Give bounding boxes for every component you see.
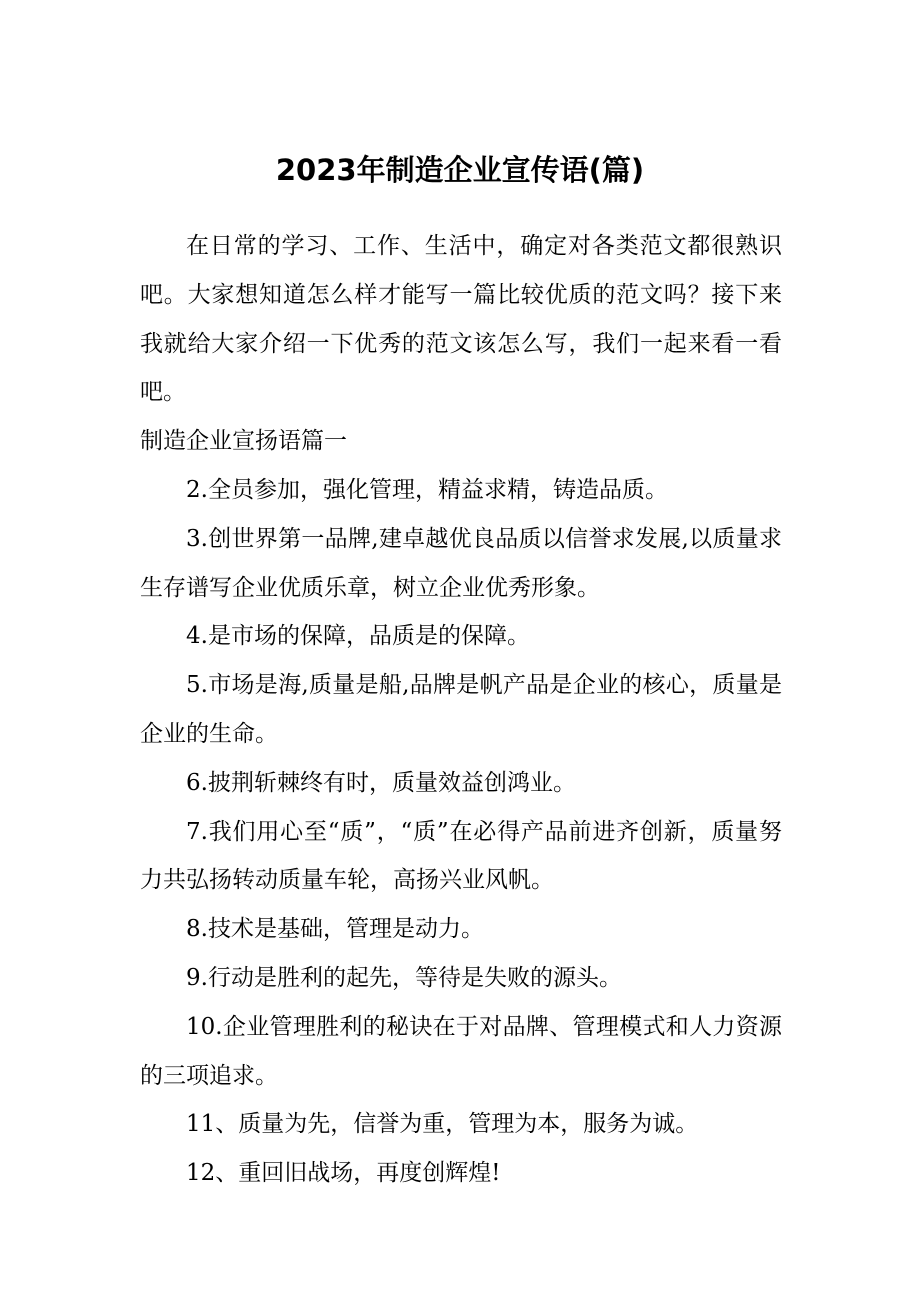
slogan-item-7: 7.我们用心至“质”，“质”在必得产品前进齐创新，质量努力共弘扬转动质量车轮，高扬兴业风帆。: [140, 818, 782, 894]
slogan-item-11: 11、质量为先，信誉为重，管理为本，服务为诚。: [186, 1111, 699, 1138]
document-body: [140, 222, 782, 1198]
slogan-item-6: 6.披荆斩棘终有时，质量效益创鸿业。: [186, 769, 576, 796]
slogan-item-10: 10.企业管理胜利的秘诀在于对品牌、管理模式和人力资源的三项追求。: [140, 1013, 782, 1089]
document-title: 2023年制造企业宣传语(篇): [275, 153, 645, 187]
slogan-item-8: 8.技术是基础，管理是动力。: [186, 916, 484, 943]
slogan-item-5: 5.市场是海,质量是船,品牌是帆产品是企业的核心，质量是企业的生命。: [140, 672, 782, 747]
section-heading: 制造企业宣扬语篇一: [140, 428, 347, 455]
slogan-item-3: 3.创世界第一品牌,建卓越优良品质以信誉求发展,以质量求生存谱写企业优质乐章，树立企业优秀形象。: [140, 525, 782, 601]
slogan-item-2: 2.全员参加，强化管理，精益求精，铸造品质。: [186, 476, 668, 503]
intro-paragraph: 在日常的学习、工作、生活中，确定对各类范文都很熟识吧。大家想知道怎么样才能写一篇比较优质的范文吗？接下来我就给大家介绍一下优秀的范文该怎么写，我们一起来看一看吧。: [140, 233, 782, 406]
slogan-item-4: 4.是市场的保障，品质是的保障。: [186, 623, 530, 650]
slogan-item-9: 9.行动是胜利的起先，等待是失败的源头。: [186, 964, 622, 991]
slogan-item-12: 12、重回旧战场，再度创辉煌!: [186, 1160, 501, 1187]
